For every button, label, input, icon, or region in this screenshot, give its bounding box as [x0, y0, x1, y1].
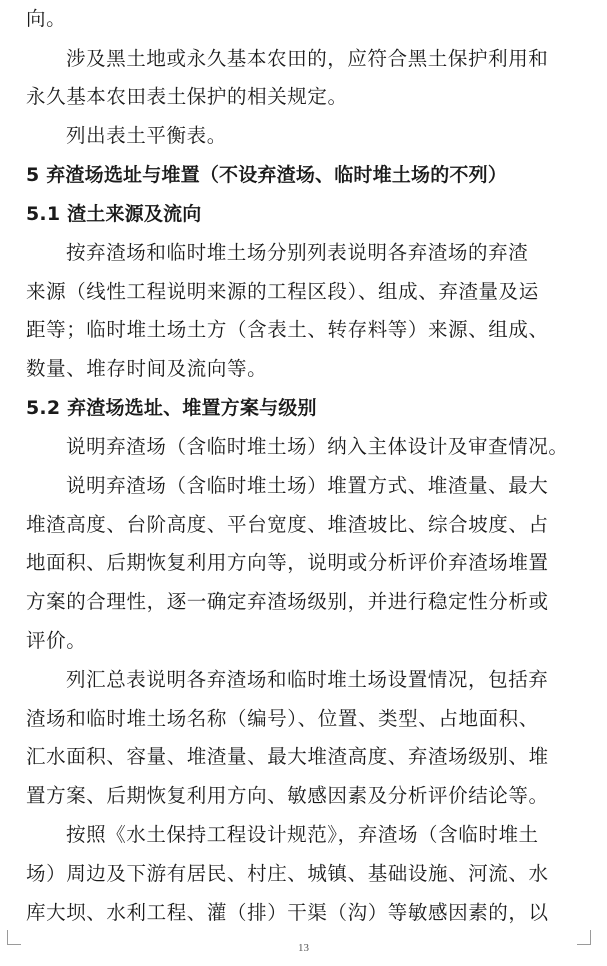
text-line: 场）周边及下游有居民、村庄、城镇、基础设施、河流、水 — [26, 862, 549, 885]
text-line: 数量、堆存时间及流向等。 — [26, 357, 268, 380]
text-line: 库大坝、水利工程、灌（排）干渠（沟）等敏感因素的，以 — [26, 901, 549, 924]
paragraph-start: 说明弃渣场（含临时堆土场）堆置方式、堆渣量、最大 — [66, 474, 549, 497]
section-heading-5-1: 5.1 渣土来源及流向 — [26, 203, 202, 225]
paragraph-start: 说明弃渣场（含临时堆土场）纳入主体设计及审查情况。 — [66, 435, 569, 458]
paragraph-start: 按照《水土保持工程设计规范》，弃渣场（含临时堆土 — [66, 823, 539, 846]
text-line: 置方案、后期恢复利用方向、敏感因素及分析评价结论等。 — [26, 784, 549, 807]
paragraph-start: 按弃渣场和临时堆土场分别列表说明各弃渣场的弃渣 — [66, 241, 529, 264]
text-line: 堆渣高度、台阶高度、平台宽度、堆渣坡比、综合坡度、占 — [26, 513, 549, 536]
text-line: 向。 — [26, 7, 67, 30]
text-line: 来源（线性工程说明来源的工程区段）、组成、弃渣量及运 — [26, 280, 539, 303]
paragraph-start: 涉及黑土地或永久基本农田的，应符合黑土保护利用和 — [66, 47, 549, 70]
paragraph-start: 列汇总表说明各弃渣场和临时堆土场设置情况，包括弃 — [66, 668, 549, 691]
paragraph-start: 列出表土平衡表。 — [66, 124, 227, 147]
text-line: 汇水面积、容量、堆渣量、最大堆渣高度、弃渣场级别、堆 — [26, 745, 549, 768]
text-line: 方案的合理性，逐一确定弃渣场级别，并进行稳定性分析或 — [26, 590, 549, 613]
text-line: 地面积、后期恢复利用方向等，说明或分析评价弃渣场堆置 — [26, 551, 549, 574]
page-number: 13 — [298, 942, 309, 954]
text-line: 渣场和临时堆土场名称（编号）、位置、类型、占地面积、 — [26, 707, 539, 730]
text-line: 评价。 — [26, 629, 87, 652]
section-heading-5-2: 5.2 弃渣场选址、堆置方案与级别 — [26, 397, 317, 419]
section-heading-5: 5 弃渣场选址与堆置（不设弃渣场、临时堆土场的不列） — [26, 164, 508, 186]
text-line: 永久基本农田表土保护的相关规定。 — [26, 85, 348, 108]
text-line: 距等；临时堆土场土方（含表土、转存料等）来源、组成、 — [26, 318, 549, 341]
